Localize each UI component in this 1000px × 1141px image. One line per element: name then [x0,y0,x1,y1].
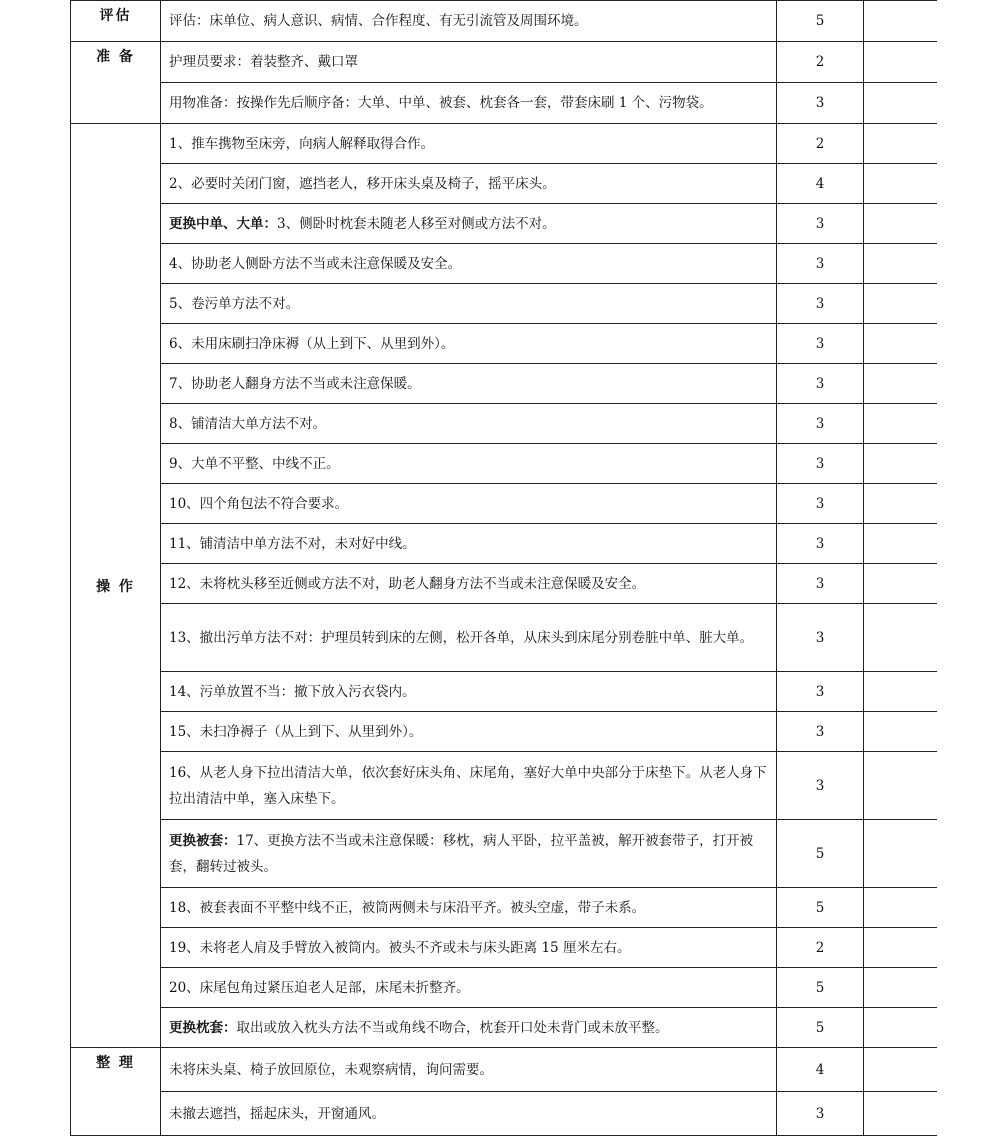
item-description [161,820,777,888]
deduction-cell [864,968,937,1008]
table-row [71,204,937,244]
item-description: 7、协助老人翻身方法不当或未注意保暖。 [161,364,777,404]
table-row [71,364,937,404]
deduction-cell [864,324,937,364]
deduction-cell [864,604,937,672]
item-score: 3 [777,524,864,564]
deduction-cell [864,524,937,564]
deduction-cell [864,672,937,712]
table-row [71,324,937,364]
table-row [71,1092,937,1136]
item-score: 5 [777,968,864,1008]
table-row [71,564,937,604]
table-row [71,1008,937,1048]
item-score: 3 [777,672,864,712]
item-description: 12、未将枕头移至近侧或方法不对，助老人翻身方法不当或未注意保暖及安全。 [161,564,777,604]
item-description: 19、未将老人肩及手臂放入被筒内。被头不齐或未与床头距离 15 厘米左右。 [161,928,777,968]
deduction-cell [864,244,937,284]
table-row [71,284,937,324]
table-row [71,124,937,164]
table-row [71,444,937,484]
table-row [71,888,937,928]
item-score: 2 [777,42,864,83]
item-score: 3 [777,564,864,604]
item-description: 20、床尾包角过紧压迫老人足部，床尾未折整齐。 [161,968,777,1008]
table-row [71,524,937,564]
item-score: 2 [777,124,864,164]
item-score: 3 [777,244,864,284]
item-score: 3 [777,604,864,672]
item-description: 10、四个角包法不符合要求。 [161,484,777,524]
item-score: 3 [777,484,864,524]
item-score: 3 [777,204,864,244]
category-preparation: 准 备 [71,42,161,124]
item-description: 1、推车携物至床旁，向病人解释取得合作。 [161,124,777,164]
item-score: 3 [777,444,864,484]
item-description [161,204,777,244]
item-description: 评估：床单位、病人意识、病情、合作程度、有无引流管及周围环境。 [161,1,777,42]
deduction-cell [864,42,937,83]
item-text: 取出或放入枕头方法不当或角线不吻合，枕套开口处未背门或未放平整。 [236,1019,669,1036]
item-description: 13、撤出污单方法不对：护理员转到床的左侧，松开各单，从床头到床尾分别卷脏中单、脏大单。 [161,604,777,672]
item-description: 15、未扫净褥子（从上到下、从里到外）。 [161,712,777,752]
scoring-table [70,0,937,1136]
deduction-cell [864,564,937,604]
item-description: 16、从老人身下拉出清洁大单，依次套好床头角、床尾角，塞好大单中央部分于床垫下。从老人身下拉出清洁中单，塞入床垫下。 [161,752,777,820]
deduction-cell [864,164,937,204]
deduction-cell [864,928,937,968]
item-score: 3 [777,324,864,364]
subsection-label: 更换枕套： [169,1019,237,1036]
item-description: 5、卷污单方法不对。 [161,284,777,324]
subsection-label: 更换被套： [169,832,237,849]
item-description: 用物准备：按操作先后顺序备：大单、中单、被套、枕套各一套，带套床刷 1 个、污物袋。 [161,83,777,124]
deduction-cell [864,712,937,752]
item-score: 3 [777,1092,864,1136]
subsection-label: 更换中单、大单： [169,215,277,232]
table-row [71,404,937,444]
item-score: 5 [777,1,864,42]
table-row [71,820,937,888]
item-score: 3 [777,752,864,820]
item-score: 3 [777,284,864,324]
item-description: 未将床头桌、椅子放回原位，未观察病情，询问需要。 [161,1048,777,1092]
deduction-cell [864,404,937,444]
table-row [71,83,937,124]
deduction-cell [864,1008,937,1048]
deduction-cell [864,752,937,820]
category-tidy-up: 整 理 [71,1048,161,1136]
item-description: 2、必要时关闭门窗，遮挡老人，移开床头桌及椅子，摇平床头。 [161,164,777,204]
category-operation: 操 作 [71,124,161,1048]
table-row [71,604,937,672]
deduction-cell [864,204,937,244]
item-score: 3 [777,404,864,444]
item-description: 14、污单放置不当：撤下放入污衣袋内。 [161,672,777,712]
table-row [71,672,937,712]
deduction-cell [864,820,937,888]
item-score: 5 [777,1008,864,1048]
deduction-cell [864,284,937,324]
item-text: 17、更换方法不当或未注意保暖：移枕，病人平卧，拉平盖被，解开被套带子，打开被套，翻转过被头。 [169,832,754,875]
item-score: 5 [777,820,864,888]
item-score: 2 [777,928,864,968]
item-description [161,1008,777,1048]
table-row [71,752,937,820]
table-row [71,164,937,204]
item-description: 18、被套表面不平整中线不正，被筒两侧未与床沿平齐。被头空虚，带子未系。 [161,888,777,928]
table-row [71,712,937,752]
deduction-cell [864,1,937,42]
scoring-sheet [70,0,936,1136]
deduction-cell [864,484,937,524]
deduction-cell [864,1092,937,1136]
table-row [71,968,937,1008]
item-description: 9、大单不平整、中线不正。 [161,444,777,484]
item-score: 5 [777,888,864,928]
deduction-cell [864,888,937,928]
item-description: 护理员要求：着装整齐、戴口罩 [161,42,777,83]
item-description: 11、铺清洁中单方法不对，未对好中线。 [161,524,777,564]
table-row [71,928,937,968]
table-row [71,42,937,83]
deduction-cell [864,83,937,124]
deduction-cell [864,364,937,404]
deduction-cell [864,1048,937,1092]
item-score: 3 [777,712,864,752]
item-description: 6、未用床刷扫净床褥（从上到下、从里到外）。 [161,324,777,364]
item-score: 4 [777,164,864,204]
table-row [71,244,937,284]
item-score: 3 [777,364,864,404]
deduction-cell [864,124,937,164]
table-row [71,1,937,42]
item-description: 8、铺清洁大单方法不对。 [161,404,777,444]
item-description: 未撤去遮挡，摇起床头，开窗通风。 [161,1092,777,1136]
table-row [71,484,937,524]
deduction-cell [864,444,937,484]
item-description: 4、协助老人侧卧方法不当或未注意保暖及安全。 [161,244,777,284]
item-score: 3 [777,83,864,124]
item-score: 4 [777,1048,864,1092]
category-assessment: 评估 [71,1,161,42]
item-text: 3、侧卧时枕套未随老人移至对侧或方法不对。 [277,215,556,232]
table-row [71,1048,937,1092]
